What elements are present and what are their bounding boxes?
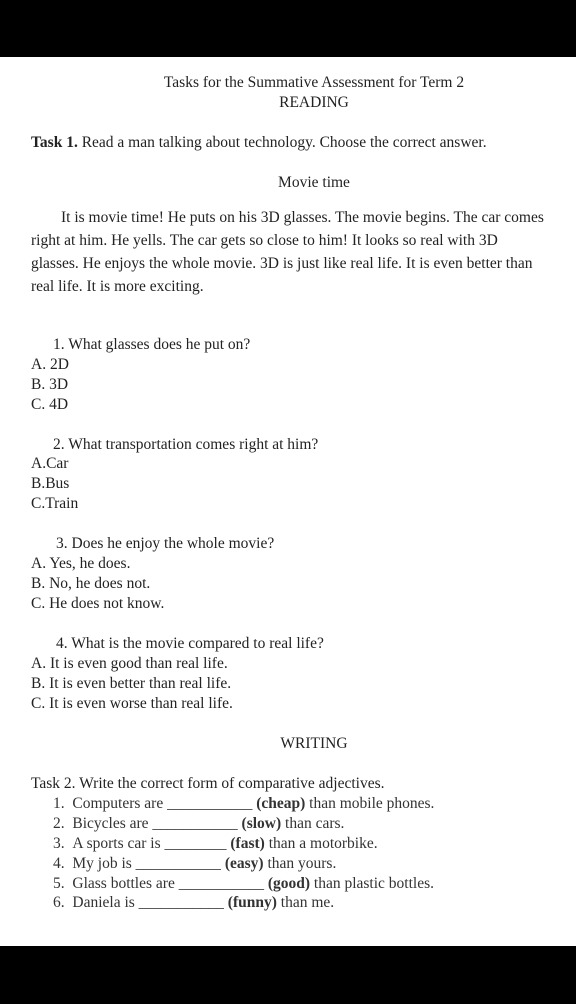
question-3: 3. Does he enjoy the whole movie? bbox=[56, 535, 275, 552]
item-number: 2. bbox=[53, 815, 65, 832]
task2-item bbox=[53, 794, 434, 814]
item-text-before: Glass bottles are ___________ bbox=[72, 875, 268, 892]
item-text-before: Daniela is ___________ bbox=[72, 894, 228, 911]
q3-option-a: A. Yes, he does. bbox=[31, 555, 131, 572]
item-text-after: than a motorbike. bbox=[264, 835, 378, 852]
task2-item bbox=[53, 814, 344, 834]
story-title: Movie time bbox=[278, 174, 350, 191]
task2-item bbox=[53, 854, 336, 874]
item-adjective: (cheap) bbox=[256, 795, 306, 812]
writing-heading: WRITING bbox=[280, 735, 348, 752]
item-text-after: than cars. bbox=[281, 815, 345, 832]
item-adjective: (good) bbox=[267, 875, 311, 892]
story-line: glasses. He enjoys the whole movie. 3D is just like real life. It is even better than bbox=[31, 255, 533, 272]
question-1: 1. What glasses does he put on? bbox=[53, 336, 251, 353]
item-adjective: (easy) bbox=[224, 855, 264, 872]
q2-option-b: B.Bus bbox=[31, 475, 70, 492]
item-text-before: Computers are ___________ bbox=[72, 795, 257, 812]
top-black-bar bbox=[0, 0, 576, 57]
item-number: 5. bbox=[53, 875, 65, 892]
item-number: 4. bbox=[53, 855, 65, 872]
story-line: It is movie time! He puts on his 3D glasses. The movie begins. The car comes bbox=[61, 209, 544, 226]
task1-instruction bbox=[31, 133, 487, 153]
item-text-before: Bicycles are ___________ bbox=[72, 815, 242, 832]
task1-label: Task 1. bbox=[31, 134, 78, 151]
story-paragraph bbox=[31, 206, 576, 298]
question-4: 4. What is the movie compared to real life? bbox=[56, 635, 324, 652]
q2-option-a: A.Car bbox=[31, 455, 69, 472]
item-number: 1. bbox=[53, 795, 65, 812]
task2-item bbox=[53, 874, 434, 894]
item-adjective: (slow) bbox=[241, 815, 282, 832]
q2-option-c: C.Train bbox=[31, 495, 79, 512]
story-line: real life. It is more exciting. bbox=[31, 278, 204, 295]
item-text-before: A sports car is ________ bbox=[72, 835, 231, 852]
item-adjective: (funny) bbox=[227, 894, 277, 911]
item-text-before: My job is ___________ bbox=[72, 855, 225, 872]
item-number: 6. bbox=[53, 894, 65, 911]
question-2: 2. What transportation comes right at him? bbox=[53, 436, 319, 453]
task2-item bbox=[53, 893, 334, 913]
document-title: Tasks for the Summative Assessment for Term 2 bbox=[163, 74, 465, 91]
bottom-black-bar bbox=[0, 946, 576, 1004]
q3-option-b: B. No, he does not. bbox=[31, 575, 151, 592]
q4-option-c: C. It is even worse than real life. bbox=[31, 695, 233, 712]
task2-item bbox=[53, 834, 378, 854]
item-text-after: than plastic bottles. bbox=[310, 875, 435, 892]
q1-option-a: A. 2D bbox=[31, 356, 69, 373]
item-text-after: than me. bbox=[276, 894, 335, 911]
item-text-after: than mobile phones. bbox=[305, 795, 435, 812]
q1-option-c: C. 4D bbox=[31, 396, 69, 413]
q3-option-c: C. He does not know. bbox=[31, 595, 165, 612]
item-text-after: than yours. bbox=[263, 855, 337, 872]
q4-option-b: B. It is even better than real life. bbox=[31, 675, 232, 692]
task1-text: Read a man talking about technology. Choose the correct answer. bbox=[81, 134, 487, 151]
item-adjective: (fast) bbox=[230, 835, 265, 852]
reading-heading: READING bbox=[279, 94, 349, 111]
story-line: right at him. He yells. The car gets so close to him! It looks so real with 3D bbox=[31, 232, 498, 249]
q4-option-a: A. It is even good than real life. bbox=[31, 655, 228, 672]
q1-option-b: B. 3D bbox=[31, 376, 69, 393]
item-number: 3. bbox=[53, 835, 65, 852]
task2-title: Task 2. Write the correct form of comparative adjectives. bbox=[31, 775, 385, 792]
